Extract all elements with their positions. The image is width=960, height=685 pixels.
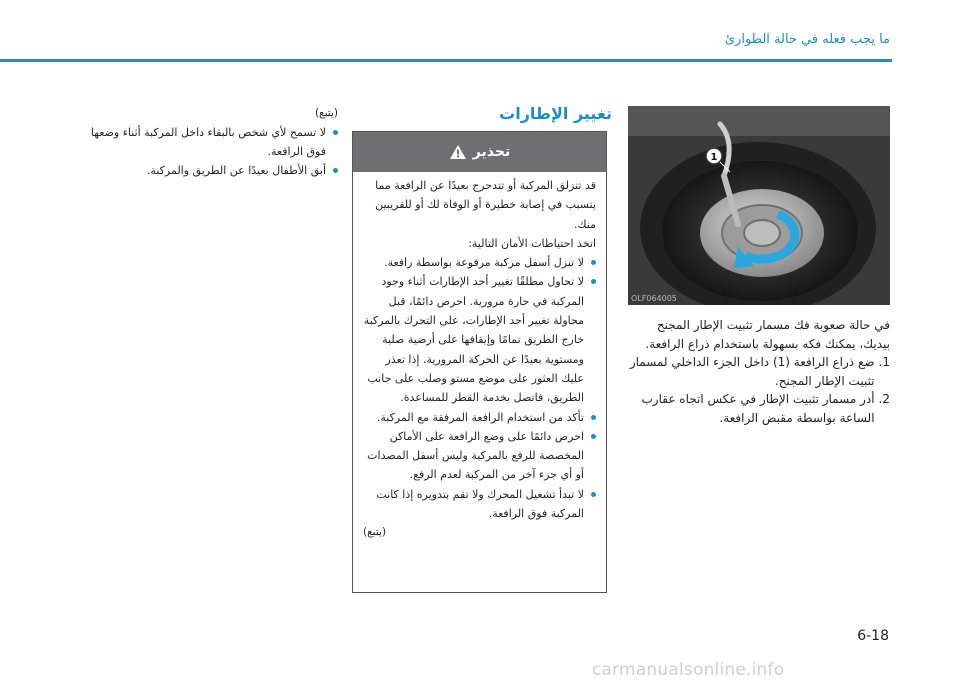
- bullet-icon: [333, 130, 338, 135]
- bullet-icon: [591, 415, 596, 420]
- spare-tire-photo: [628, 106, 890, 305]
- warning-body: [353, 172, 606, 543]
- section-title: تغيير الإطارات: [499, 104, 612, 123]
- warning-item: [363, 485, 596, 524]
- note-item-text: أبق الأطفال بعيدًا عن الطريق والمركبة.: [146, 164, 326, 177]
- watermark: carmanualsonline.info: [592, 660, 785, 680]
- spare-tire-illustration: [628, 106, 890, 305]
- warning-item-text: احرص دائمًا على وضع الرافعة على الأماكن المخصصة للرفع بالمركبة وليس أسفل المصدات أو أي جزء آخر من المركبة لعدم الرفع.: [367, 429, 584, 482]
- step-item: [624, 390, 890, 427]
- warning-item-text: لا تنزل أسفل مركبة مرفوعة بواسطة رافعة.: [384, 256, 584, 270]
- step-number: 1.: [878, 355, 890, 369]
- page-number: 6-18: [857, 628, 889, 644]
- note-list: [74, 123, 338, 180]
- bullet-icon: [591, 492, 596, 497]
- bullet-icon: [591, 260, 596, 265]
- header-divider: [0, 59, 892, 62]
- note-item: [74, 161, 338, 180]
- bullet-icon: [333, 168, 338, 173]
- note-item-text: لا تسمح لأي شخص بالبقاء داخل المركبة أثناء وضعها فوق الرافعة.: [90, 126, 326, 158]
- note-continued-label: (يتبع): [314, 107, 338, 119]
- warning-list: [363, 253, 596, 523]
- step-text: أدر مسمار تثبيت الإطار في عكس اتجاه عقارب الساعة بواسطة مقبض الرافعة.: [641, 392, 875, 425]
- warning-item: [363, 272, 596, 407]
- warning-item-text: لا تحاول مطلقًا تغيير أحد الإطارات أثناء وجود المركبة في حارة مرورية. احرص دائمًا، قبل محاولة تغيير أحد الإطارات، على التحرك بالمركبة خارج الطريق تمامًا وإيقافها على أرضية صلبة ومستوية بعيدًا عن الحركة المرورية. إذا تعذر عليك العثور على موضع مستو وصلب على جانب الطريق، فاتصل بخدمة القطر للمساعدة.: [363, 275, 584, 405]
- body-text: [624, 316, 890, 427]
- steps-list: [624, 353, 890, 427]
- figure-code: OLF064005: [631, 294, 677, 303]
- bullet-icon: [591, 279, 596, 284]
- page-header-title: ما يجب فعله في حالة الطوارئ: [724, 32, 890, 47]
- warning-continued: (يتبع): [363, 526, 387, 539]
- precautions-heading: اتخذ احتياطات الأمان التالية:: [468, 236, 596, 250]
- step-number: 2.: [878, 392, 890, 406]
- warning-intro: قد تنزلق المركبة أو تتدحرج بعيدًا عن الرافعة مما يتسبب في إصابة خطيرة أو الوفاة لك أو للقريبين منك.: [375, 179, 596, 231]
- warning-triangle-icon: [449, 144, 467, 160]
- warning-item-text: لا تبدأ تشغيل المحرك ولا تقم بتدويره إذا كانت المركبة فوق الرافعة.: [376, 487, 584, 521]
- warning-box: [352, 131, 607, 593]
- warning-item-text: تأكد من استخدام الرافعة المرفقة مع المركبة.: [376, 410, 584, 424]
- bullet-icon: [591, 434, 596, 439]
- warning-header: [353, 132, 606, 172]
- intro-paragraph: في حالة صعوبة فك مسمار تثبيت الإطار المجنح بيديك، يمكنك فكه بسهولة باستخدام ذراع الرافعة.: [645, 318, 890, 351]
- note-item: [74, 123, 338, 161]
- warning-item: [363, 427, 596, 485]
- step-text: ضع ذراع الرافعة (1) داخل الجزء الداخلي لمسمار تثبيت الإطار المجنح.: [629, 355, 875, 388]
- warning-item: [363, 253, 596, 272]
- figure-callout-number: 1: [710, 152, 718, 163]
- warning-title: تحذير: [472, 144, 511, 160]
- step-item: [624, 353, 890, 390]
- warning-item: [363, 408, 596, 427]
- note-continuation: [74, 104, 338, 180]
